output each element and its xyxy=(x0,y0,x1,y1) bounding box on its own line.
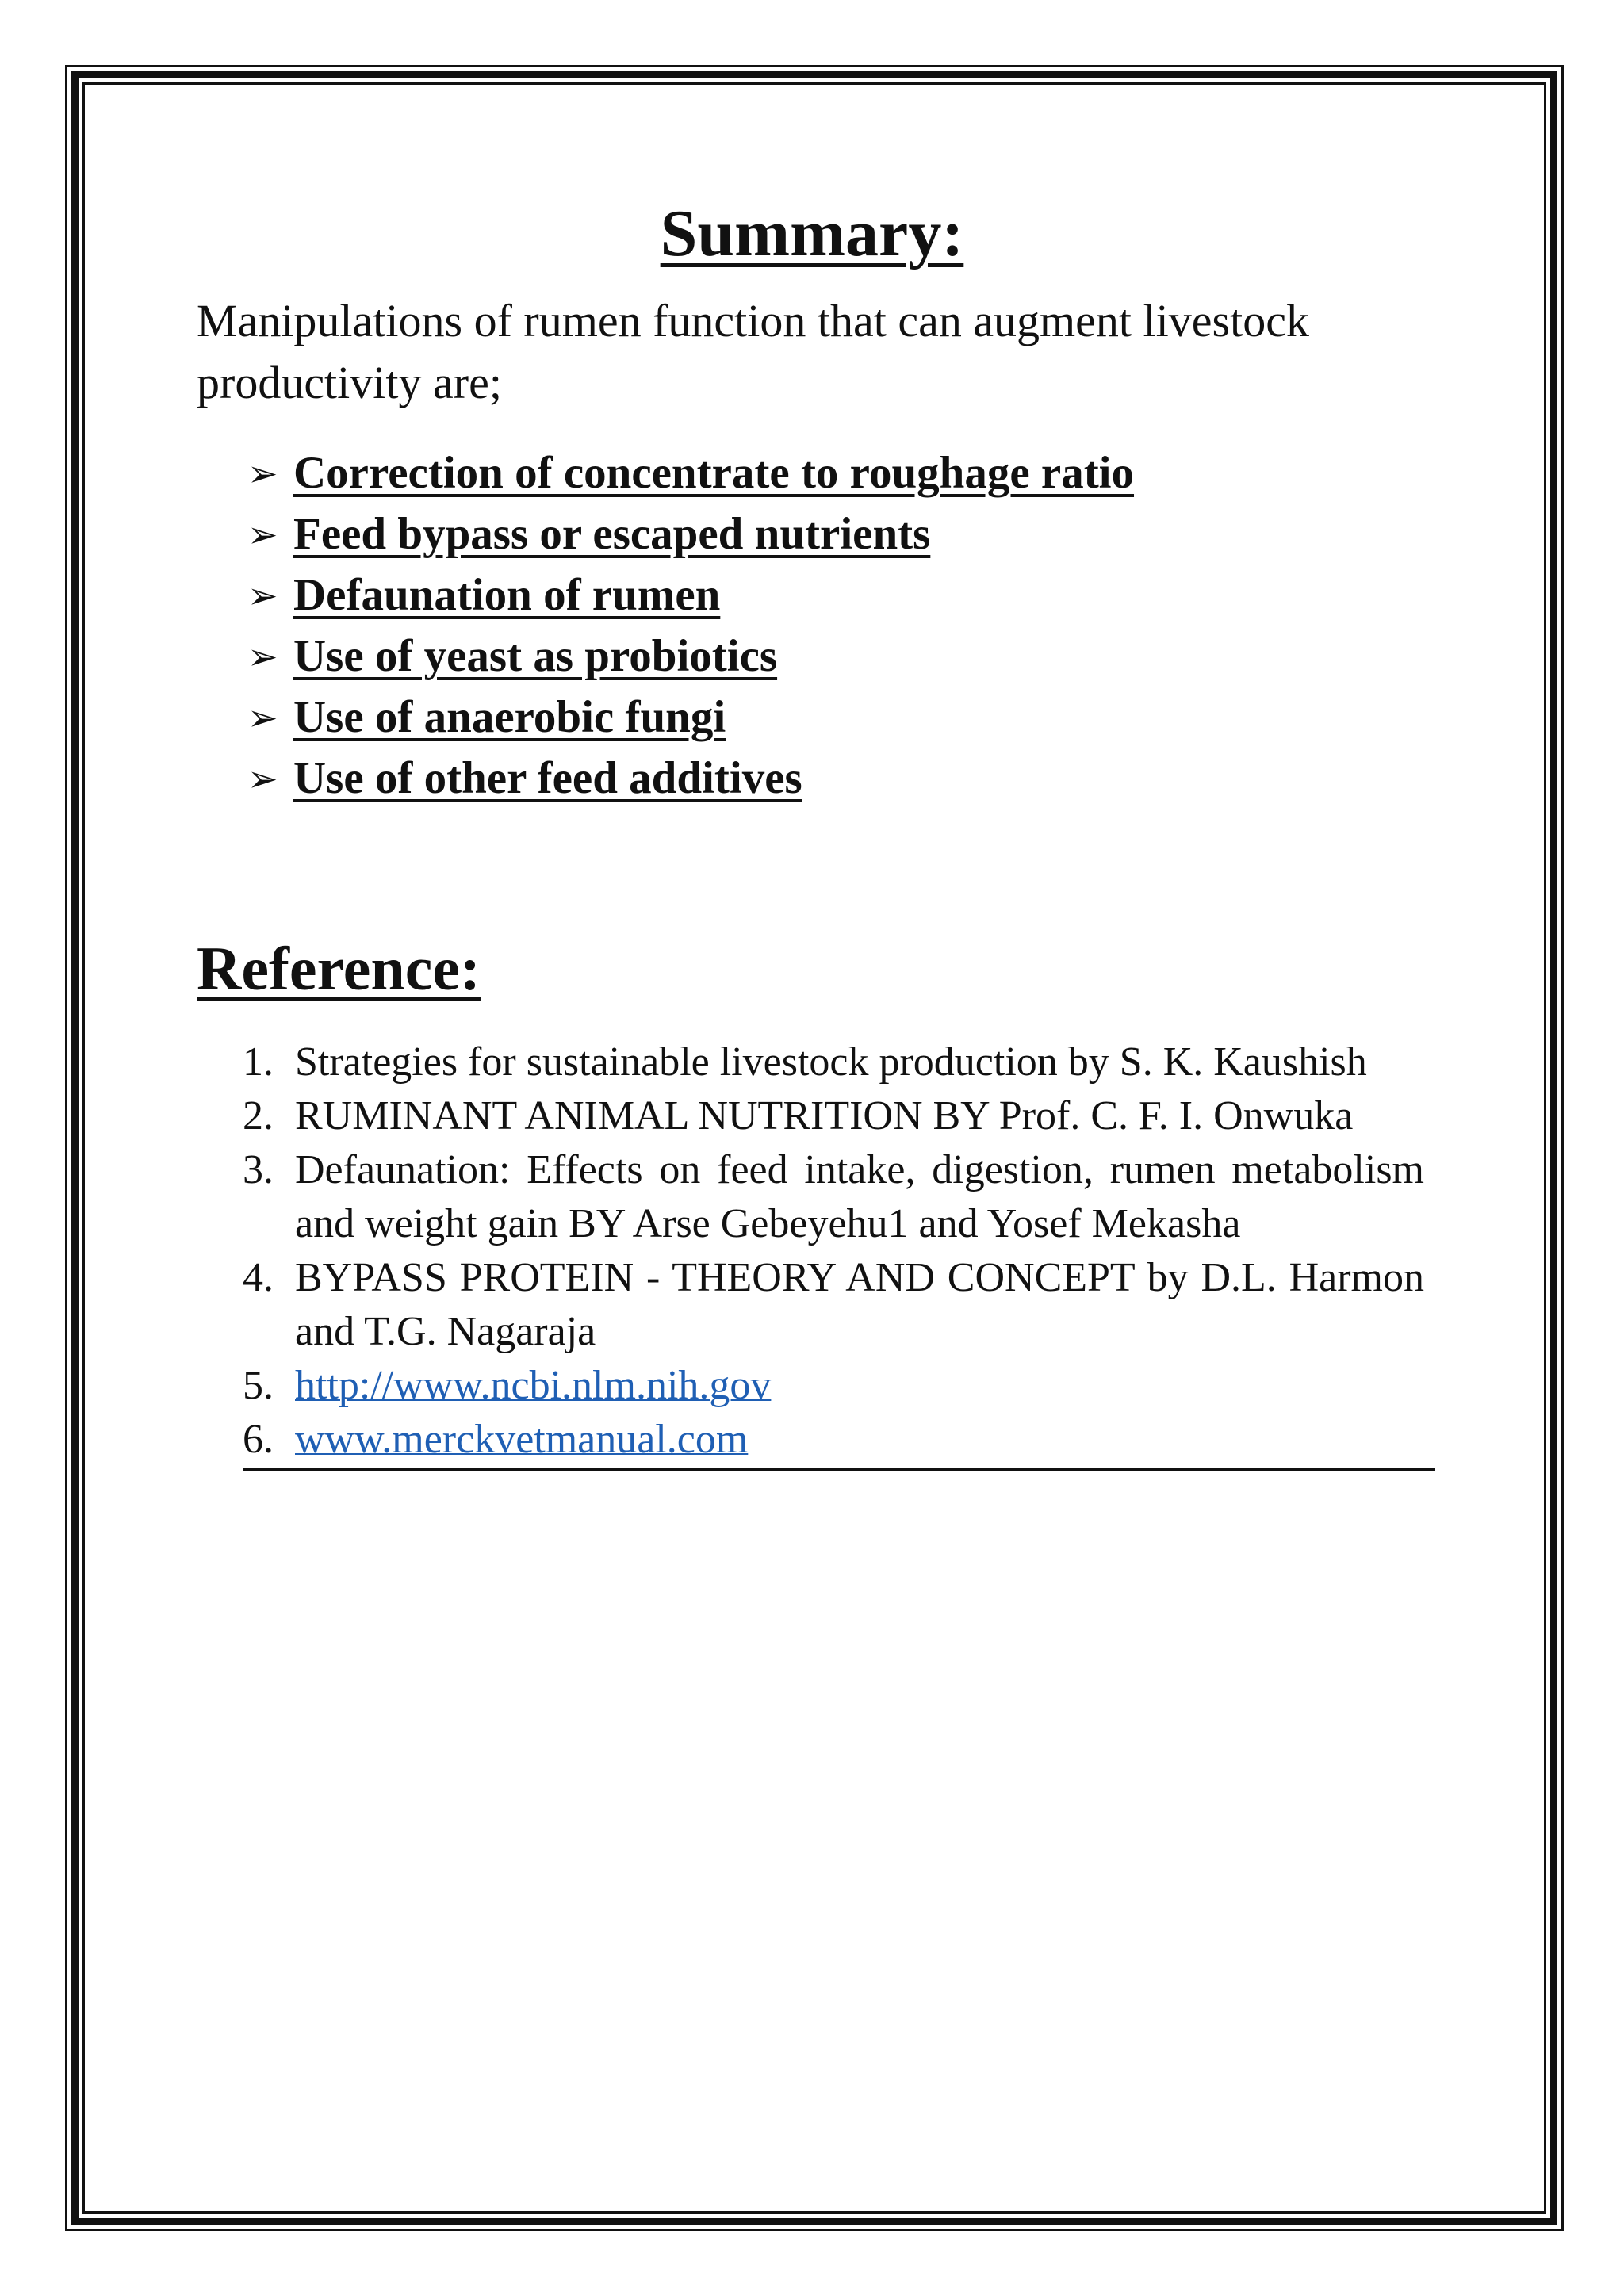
summary-list-item xyxy=(247,442,1134,503)
summary-item-text: Feed bypass or escaped nutrients xyxy=(293,509,931,559)
summary-item-text: Defaunation of rumen xyxy=(293,570,721,620)
arrow-right-icon: ➢ xyxy=(247,512,278,556)
reference-text: Defaunation: Effects on feed intake, digestion, rumen metabolism and weight gain BY Arse Gebeyehu1 and Yosef Mekasha xyxy=(295,1147,1424,1246)
reference-item xyxy=(243,1413,1424,1467)
reference-item xyxy=(243,1035,1424,1089)
reference-text: Strategies for sustainable livestock production by S. K. Kaushish xyxy=(295,1039,1367,1085)
summary-item-text: Use of yeast as probiotics xyxy=(293,631,778,681)
reference-number: 5. xyxy=(243,1363,274,1408)
reference-divider xyxy=(243,1468,1435,1471)
summary-heading: Summary: xyxy=(660,197,964,270)
reference-item xyxy=(243,1251,1424,1359)
reference-number: 2. xyxy=(243,1093,274,1138)
summary-intro: Manipulations of rumen function that can augment livestock productivity are; xyxy=(197,295,1309,408)
arrow-right-icon: ➢ xyxy=(247,634,278,678)
summary-list-item xyxy=(247,626,1134,687)
reference-item xyxy=(243,1143,1424,1251)
arrow-right-icon: ➢ xyxy=(247,756,278,800)
summary-item-text: Use of anaerobic fungi xyxy=(293,692,726,742)
summary-list-item xyxy=(247,687,1134,748)
reference-list xyxy=(243,1035,1424,1467)
reference-item xyxy=(243,1089,1424,1143)
arrow-right-icon: ➢ xyxy=(247,451,278,495)
arrow-right-icon: ➢ xyxy=(247,695,278,739)
reference-link-merck[interactable]: www.merckvetmanual.com xyxy=(295,1417,749,1462)
reference-number: 6. xyxy=(243,1417,274,1462)
summary-item-text: Use of other feed additives xyxy=(293,753,802,803)
summary-list-item xyxy=(247,748,1134,809)
arrow-right-icon: ➢ xyxy=(247,573,278,617)
summary-list-item xyxy=(247,564,1134,626)
reference-number: 1. xyxy=(243,1039,274,1085)
reference-text: RUMINANT ANIMAL NUTRITION BY Prof. C. F. I. Onwuka xyxy=(295,1093,1354,1138)
summary-item-text: Correction of concentrate to roughage ratio xyxy=(293,448,1135,498)
reference-link-ncbi[interactable]: http://www.ncbi.nlm.nih.gov xyxy=(295,1363,772,1408)
reference-number: 3. xyxy=(243,1147,274,1192)
reference-heading: Reference: xyxy=(197,934,481,1003)
reference-text: BYPASS PROTEIN - THEORY AND CONCEPT by D.L. Harmon and T.G. Nagaraja xyxy=(295,1255,1424,1354)
summary-list-item xyxy=(247,503,1134,564)
reference-number: 4. xyxy=(243,1255,274,1300)
summary-list xyxy=(247,442,1134,809)
reference-item xyxy=(243,1359,1424,1413)
